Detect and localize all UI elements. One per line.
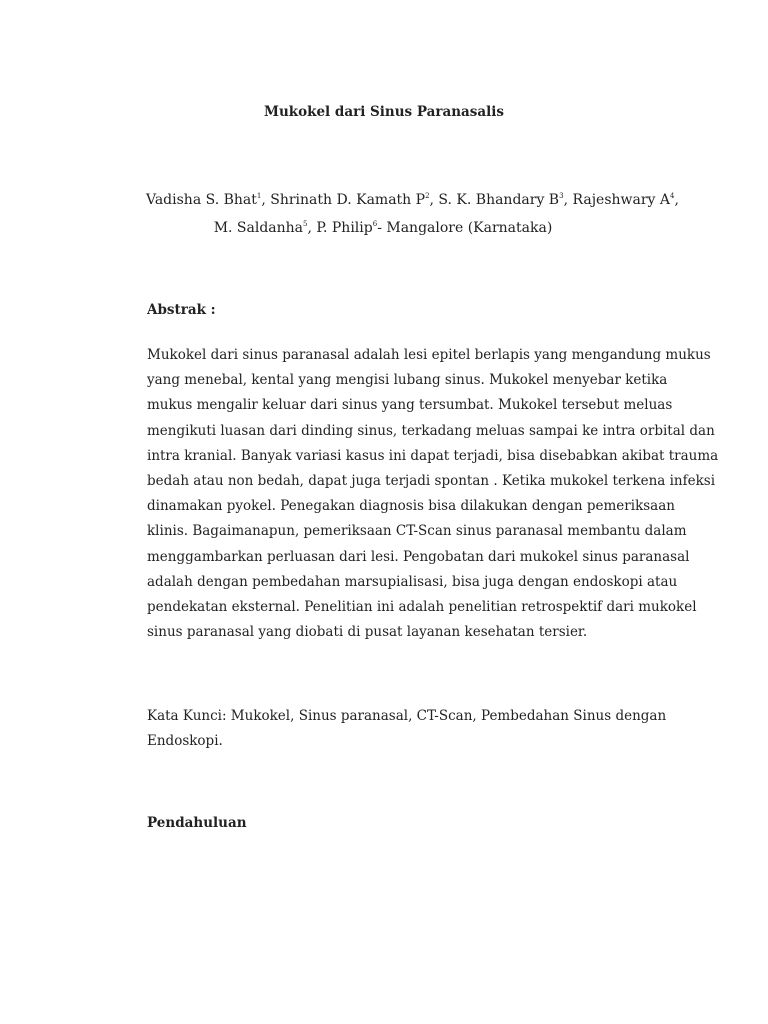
abstract-line: intra kranial. Banyak variasi kasus ini dapat terjadi, bisa disebabkan akibat trauma <box>147 447 719 464</box>
author-affiliation-number: 3 <box>559 192 564 200</box>
author-affiliation-number: 4 <box>670 192 675 200</box>
abstract-heading: Abstrak : <box>147 302 216 318</box>
author-name: , Shrinath D. Kamath P <box>261 192 426 208</box>
abstract-line: bedah atau non bedah, dapat juga terjadi spontan . Ketika mukokel terkena infeksi <box>147 472 716 489</box>
abstract-line: pendekatan eksternal. Penelitian ini adalah penelitian retrospektif dari mukokel <box>147 598 697 615</box>
abstract-line: mukus mengalir keluar dari sinus yang tersumbat. Mukokel tersebut meluas <box>147 397 673 414</box>
abstract-line: adalah dengan pembedahan marsupialisasi, bisa juga dengan endoskopi atau <box>147 573 678 590</box>
keywords-line: Endoskopi. <box>147 733 223 749</box>
author-affiliation-number: 6 <box>372 220 378 228</box>
abstract-line: mengikuti luasan dari dinding sinus, terkadang meluas sampai ke intra orbital dan <box>147 422 715 439</box>
author-affiliation-number: 2 <box>425 192 430 200</box>
abstract-line: klinis. Bagaimanapun, pemeriksaan CT-Scan sinus paranasal membantu dalam <box>147 523 687 540</box>
author-name: Vadisha S. Bhat <box>146 192 257 208</box>
author-affiliation-number: 1 <box>256 192 262 200</box>
author-list <box>146 186 679 242</box>
abstract-line: menggambarkan perluasan dari lesi. Pengobatan dari mukokel sinus paranasal <box>147 548 690 565</box>
introduction-heading: Pendahuluan <box>147 815 247 831</box>
author-line-2 <box>146 214 620 242</box>
paper-title: Mukokel dari Sinus Paranasalis <box>264 104 504 120</box>
abstract-line: sinus paranasal yang diobati di pusat layanan kesehatan tersier. <box>147 624 588 641</box>
author-separator: , <box>674 192 679 208</box>
author-location: - Mangalore (Karnataka) <box>377 220 553 236</box>
author-name: M. Saldanha <box>213 220 304 236</box>
author-line-1 <box>146 186 679 214</box>
author-affiliation-number: 5 <box>303 220 308 228</box>
abstract-line: Mukokel dari sinus paranasal adalah lesi epitel berlapis yang mengandung mukus <box>147 347 711 363</box>
abstract-line: dinamakan pyokel. Penegakan diagnosis bisa dilakukan dengan pemeriksaan <box>147 498 675 515</box>
keywords-line: Kata Kunci: Mukokel, Sinus paranasal, CT-Scan, Pembedahan Sinus dengan <box>147 708 667 724</box>
abstract-body <box>147 343 719 645</box>
author-name: , Rajeshwary A <box>563 192 671 208</box>
abstract-line: yang menebal, kental yang mengisi lubang sinus. Mukokel menyebar ketika <box>147 372 668 389</box>
keywords-paragraph <box>147 704 667 754</box>
author-name: , S. K. Bhandary B <box>429 192 560 208</box>
author-name: , P. Philip <box>307 220 373 236</box>
